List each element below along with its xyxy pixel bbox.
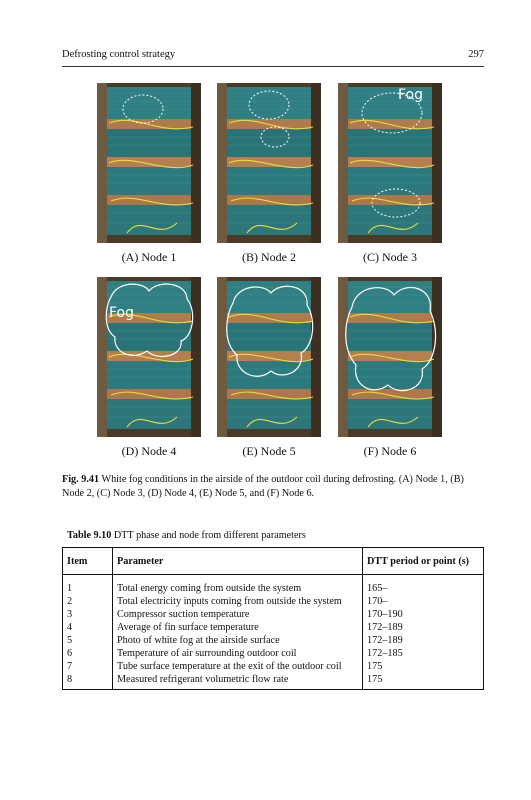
cell-dtt-period: 170– [363, 595, 484, 608]
header-item: Item [63, 548, 113, 575]
cell-parameter: Compressor suction temperature [113, 608, 363, 621]
coil-photo-c [338, 83, 442, 243]
fog-label: Fog [398, 87, 424, 103]
coil-photo-e [217, 277, 321, 437]
cell-dtt-period: 175 [363, 660, 484, 673]
figure-caption-label: Fig. 9.41 [62, 474, 100, 485]
cell-parameter: Photo of white fog at the airside surface [113, 634, 363, 647]
table-body [63, 575, 484, 690]
table-row [63, 608, 484, 621]
cell-item: 7 [63, 660, 113, 673]
fog-label: Fog [109, 305, 135, 321]
panel-label-e: (E) Node 5 [242, 444, 296, 458]
cell-parameter: Average of fin surface temperature [113, 621, 363, 634]
table-row [63, 621, 484, 634]
panel-label-f: (F) Node 6 [363, 444, 417, 458]
coil-photo-b [217, 83, 321, 243]
table-header-row [63, 548, 484, 575]
table-label: Table 9.10 [67, 530, 112, 541]
coil-photo-graphic [217, 277, 321, 437]
coil-photo-a [97, 83, 201, 243]
cell-item: 2 [63, 595, 113, 608]
cell-dtt-period: 170–190 [363, 608, 484, 621]
coil-photo-f [338, 277, 442, 437]
cell-item: 5 [63, 634, 113, 647]
header-parameter: Parameter [113, 548, 363, 575]
table-row [63, 660, 484, 673]
cell-dtt-period: 172–189 [363, 634, 484, 647]
coil-photo-graphic [338, 277, 442, 437]
cell-dtt-period: 172–189 [363, 621, 484, 634]
running-head [62, 49, 484, 63]
cell-parameter: Tube surface temperature at the exit of the outdoor coil [113, 660, 363, 673]
table-row [63, 673, 484, 690]
page-number: 297 [468, 49, 484, 60]
panel-label-d: (D) Node 4 [121, 444, 177, 458]
coil-photo-graphic [338, 83, 442, 243]
coil-photo-graphic [217, 83, 321, 243]
header-dtt-period: DTT period or point (s) [363, 548, 484, 575]
cell-item: 6 [63, 647, 113, 660]
table-row [63, 595, 484, 608]
panel-label-a: (A) Node 1 [121, 250, 177, 264]
cell-parameter: Total energy coming from outside the system [113, 575, 363, 596]
table-title [67, 530, 306, 541]
cell-parameter: Total electricity inputs coming from outside the system [113, 595, 363, 608]
cell-item: 8 [63, 673, 113, 690]
coil-photo-graphic [97, 83, 201, 243]
cell-dtt-period: 175 [363, 673, 484, 690]
panel-label-c: (C) Node 3 [363, 250, 417, 264]
dtt-table [62, 547, 484, 690]
figure-caption-text: White fog conditions in the airside of the outdoor coil during defrosting. (A) Node 1, (B) Node 2, (C) Node 3, (D) Node 4, (E) Node 5, and (F) Node 6. [62, 474, 464, 499]
cell-dtt-period: 172–185 [363, 647, 484, 660]
cell-item: 3 [63, 608, 113, 621]
coil-photo-d [97, 277, 201, 437]
header-rule [62, 66, 484, 67]
table-row [63, 575, 484, 596]
cell-parameter: Measured refrigerant volumetric flow rate [113, 673, 363, 690]
table-row [63, 634, 484, 647]
table-row [63, 647, 484, 660]
coil-photo-graphic [97, 277, 201, 437]
panel-label-b: (B) Node 2 [242, 250, 296, 264]
cell-dtt-period: 165– [363, 575, 484, 596]
cell-item: 1 [63, 575, 113, 596]
cell-item: 4 [63, 621, 113, 634]
figure-caption [62, 473, 484, 501]
cell-parameter: Temperature of air surrounding outdoor coil [113, 647, 363, 660]
table-title-text: DTT phase and node from different parameters [113, 530, 306, 541]
running-head-title: Defrosting control strategy [62, 49, 176, 60]
